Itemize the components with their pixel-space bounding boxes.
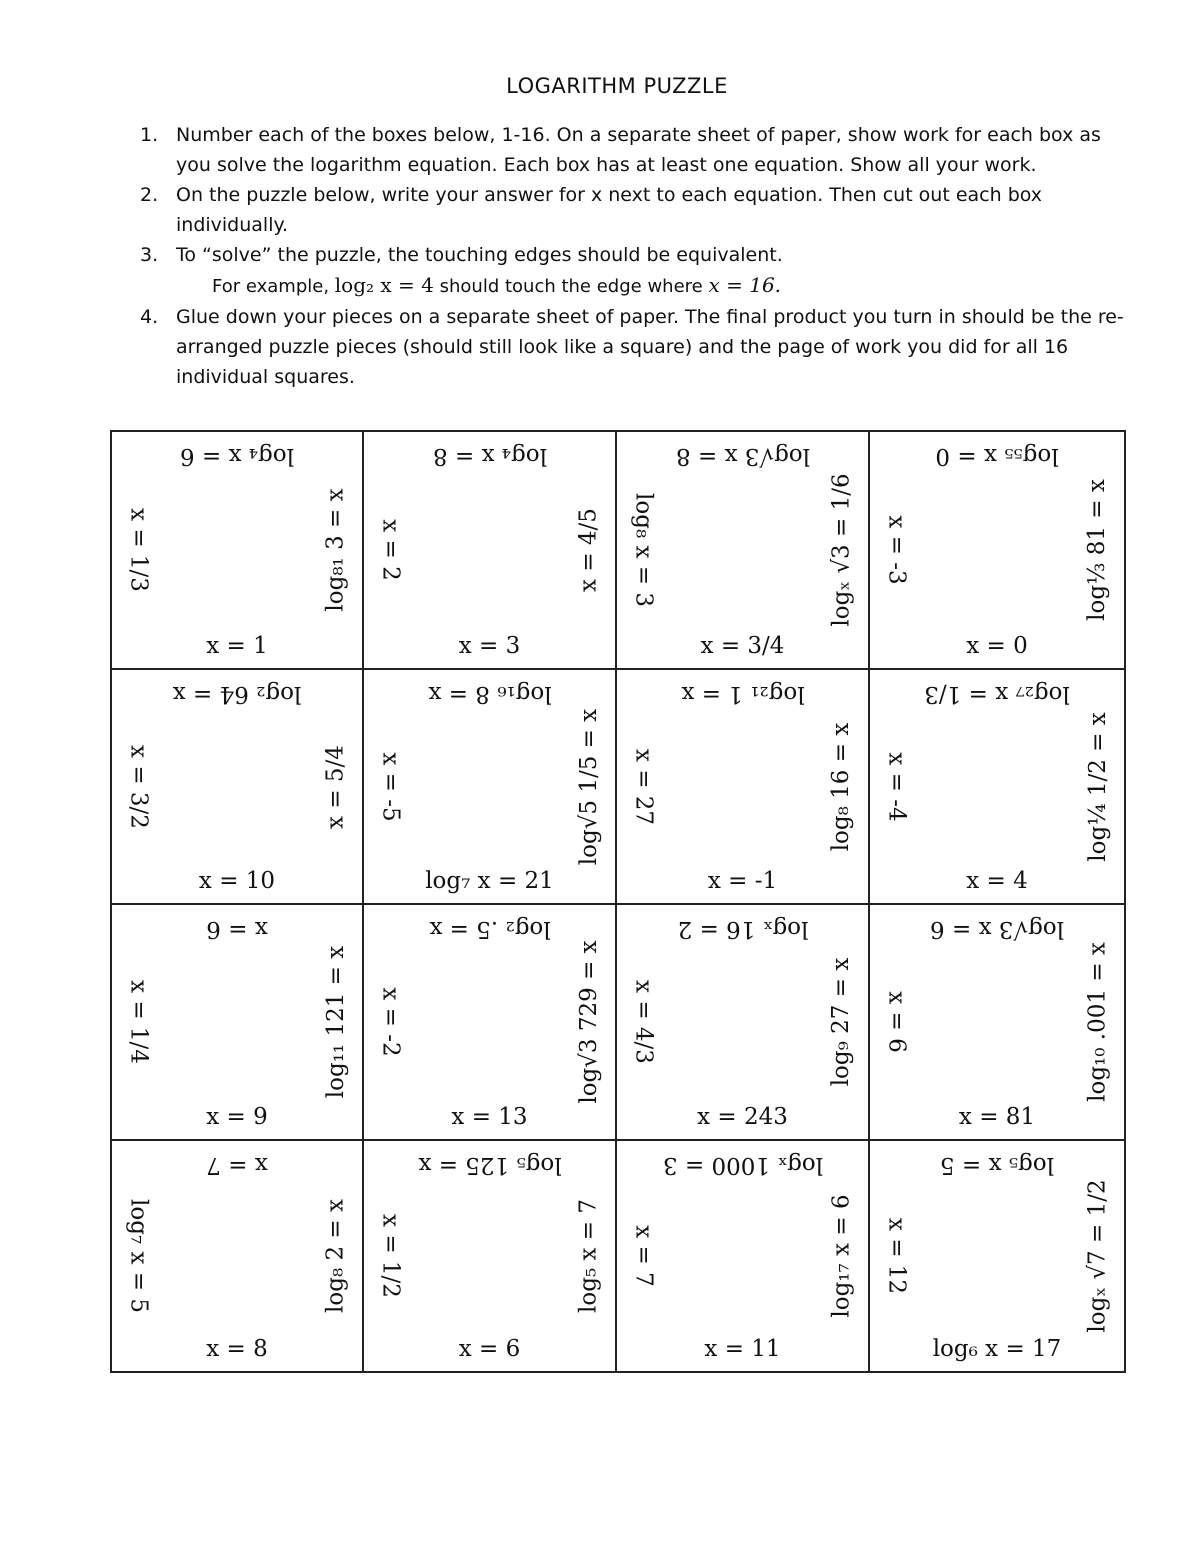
puzzle-piece: [364, 905, 617, 1141]
edge-equation-top: log₅ x = 5: [940, 1152, 1054, 1178]
edge-equation-right: log√3 729 = x: [575, 940, 602, 1104]
edge-equation-bottom: x = 3: [458, 633, 521, 659]
instruction-item: [140, 240, 1140, 270]
instruction-item: [140, 120, 1140, 180]
edge-equation-bottom: x = -1: [707, 868, 778, 894]
edge-equation-top: logₓ 1000 = 3: [662, 1152, 823, 1178]
edge-equation-top: log₄ x = 6: [180, 443, 294, 469]
edge-equation-bottom: log₇ x = 21: [425, 868, 554, 894]
edge-equation-left: x = 4/3: [630, 980, 657, 1064]
puzzle-piece: [617, 670, 870, 905]
edge-equation-bottom: x = 9: [206, 1104, 268, 1130]
edge-equation-right: log₉ 27 = x: [828, 957, 855, 1087]
page-title: LOGARITHM PUZZLE: [506, 74, 728, 98]
edge-equation-top: log₂₇ x = 1/3: [924, 681, 1070, 707]
edge-equation-bottom: x = 6: [458, 1336, 521, 1362]
instruction-number: 3.: [140, 244, 159, 266]
puzzle-piece: [112, 432, 364, 670]
edge-equation-bottom: x = 13: [451, 1104, 528, 1130]
puzzle-piece: [364, 670, 617, 905]
edge-equation-left: log₇ x = 5: [125, 1199, 152, 1313]
puzzle-piece: [617, 905, 870, 1141]
edge-equation-bottom: x = 10: [198, 868, 276, 894]
edge-equation-left: x = 27: [630, 748, 657, 825]
edge-equation-top: log₂₁ 1 = x: [680, 681, 805, 707]
edge-equation-right: log¼ 1/2 = x: [1084, 711, 1111, 862]
edge-equation-right: x = 4/5: [575, 508, 602, 592]
edge-equation-right: log₁₀ .001 = x: [1084, 942, 1111, 1102]
puzzle-piece: [870, 432, 1124, 670]
instruction-item: [140, 302, 1140, 392]
puzzle-piece: [112, 1141, 364, 1371]
edge-equation-left: x = 6: [883, 991, 910, 1053]
edge-equation-right: log√5 1/5 = x: [575, 708, 602, 865]
instruction-number: 2.: [140, 184, 159, 206]
edge-equation-left: x = 7: [630, 1225, 657, 1287]
edge-equation-right: logₓ √3 = 1/6: [828, 473, 855, 627]
edge-equation-top: logₓ 16 = 2: [677, 916, 808, 942]
edge-equation-left: x = 12: [883, 1217, 910, 1295]
edge-equation-right: x = 5/4: [322, 744, 349, 829]
edge-equation-right: log₁₁ 121 = x: [322, 945, 349, 1099]
puzzle-piece: [870, 1141, 1124, 1371]
edge-equation-top: log₅₅ x = 0: [935, 443, 1059, 469]
edge-equation-left: x = 1/3: [125, 508, 152, 592]
instruction-text: Number each of the boxes below, 1-16. On a separate sheet of paper, show work for each box as you solve the logarithm equation. Each box has at least one equation. Show all your work.: [176, 124, 1101, 176]
instruction-text: On the puzzle below, write your answer for x next to each equation. Then cut out each box individually.: [176, 184, 1043, 236]
edge-equation-top: log√3 x = 6: [929, 916, 1065, 942]
edge-equation-top: x = 7: [206, 1152, 268, 1178]
puzzle-grid: [110, 430, 1126, 1373]
edge-equation-right: logₓ √7 = 1/2: [1084, 1179, 1111, 1333]
example-prefix: For example,: [212, 276, 330, 297]
edge-equation-bottom: x = 4: [966, 868, 1028, 894]
puzzle-piece: [870, 670, 1124, 905]
instructions-list: [140, 120, 1140, 392]
example-middle: should touch the edge where: [439, 276, 703, 297]
puzzle-piece: [617, 1141, 870, 1371]
puzzle-piece: [364, 432, 617, 670]
edge-equation-top: log₂ .5 = x: [428, 916, 551, 942]
edge-equation-bottom: x = 243: [697, 1104, 788, 1130]
edge-equation-left: x = -3: [883, 515, 910, 585]
edge-equation-top: log√3 x = 8: [675, 443, 810, 469]
edge-equation-bottom: x = 0: [966, 633, 1028, 659]
edge-equation-top: log₁₆ 8 = x: [427, 681, 552, 707]
puzzle-piece: [364, 1141, 617, 1371]
edge-equation-left: log₈ x = 3: [630, 493, 657, 607]
edge-equation-top: log₅ 125 = x: [417, 1152, 562, 1178]
edge-equation-right: log₈₁ 3 = x: [322, 488, 349, 612]
instruction-text: Glue down your pieces on a separate sheet of paper. The final product you turn in should be the re-arranged puzzle pieces (should still look like a square) and the page of work you did for all 16 individual squares.: [176, 306, 1124, 388]
edge-equation-right: log₈ 2 = x: [322, 1199, 349, 1313]
edge-equation-bottom: x = 11: [704, 1336, 781, 1362]
example-equation: log₂ x = 4: [334, 273, 434, 297]
edge-equation-left: x = 1/2: [377, 1214, 404, 1298]
edge-equation-right: log⅓ 81 = x: [1084, 479, 1111, 621]
edge-equation-left: x = -5: [377, 751, 404, 822]
example-line: [140, 270, 1140, 302]
edge-equation-left: x = 2: [377, 519, 404, 581]
edge-equation-left: x = 1/4: [125, 980, 152, 1064]
edge-equation-bottom: x = 3/4: [700, 633, 785, 659]
instruction-number: 1.: [140, 124, 159, 146]
edge-equation-left: x = -2: [377, 987, 404, 1057]
puzzle-piece: [112, 670, 364, 905]
edge-equation-right: log₅ x = 7: [575, 1199, 602, 1313]
example-answer: x = 16.: [708, 273, 782, 297]
puzzle-piece: [112, 905, 364, 1141]
puzzle-piece: [617, 432, 870, 670]
edge-equation-top: log₂ 64 = x: [172, 681, 302, 707]
instruction-text: To “solve” the puzzle, the touching edges should be equivalent.: [176, 244, 783, 266]
edge-equation-top: log₄ x = 8: [432, 443, 547, 469]
edge-equation-left: x = -4: [883, 751, 910, 822]
edge-equation-right: log₈ 16 = x: [828, 722, 855, 851]
edge-equation-bottom: log₆ x = 17: [932, 1336, 1062, 1362]
edge-equation-right: log₁₇ x = 6: [828, 1194, 855, 1318]
instruction-item: [140, 180, 1140, 240]
edge-equation-bottom: x = 8: [206, 1336, 268, 1362]
instruction-number: 4.: [140, 306, 159, 328]
edge-equation-bottom: x = 1: [206, 633, 268, 659]
edge-equation-top: x = 6: [206, 916, 268, 942]
edge-equation-left: x = 3/2: [125, 744, 152, 829]
edge-equation-bottom: x = 81: [958, 1104, 1036, 1130]
puzzle-piece: [870, 905, 1124, 1141]
